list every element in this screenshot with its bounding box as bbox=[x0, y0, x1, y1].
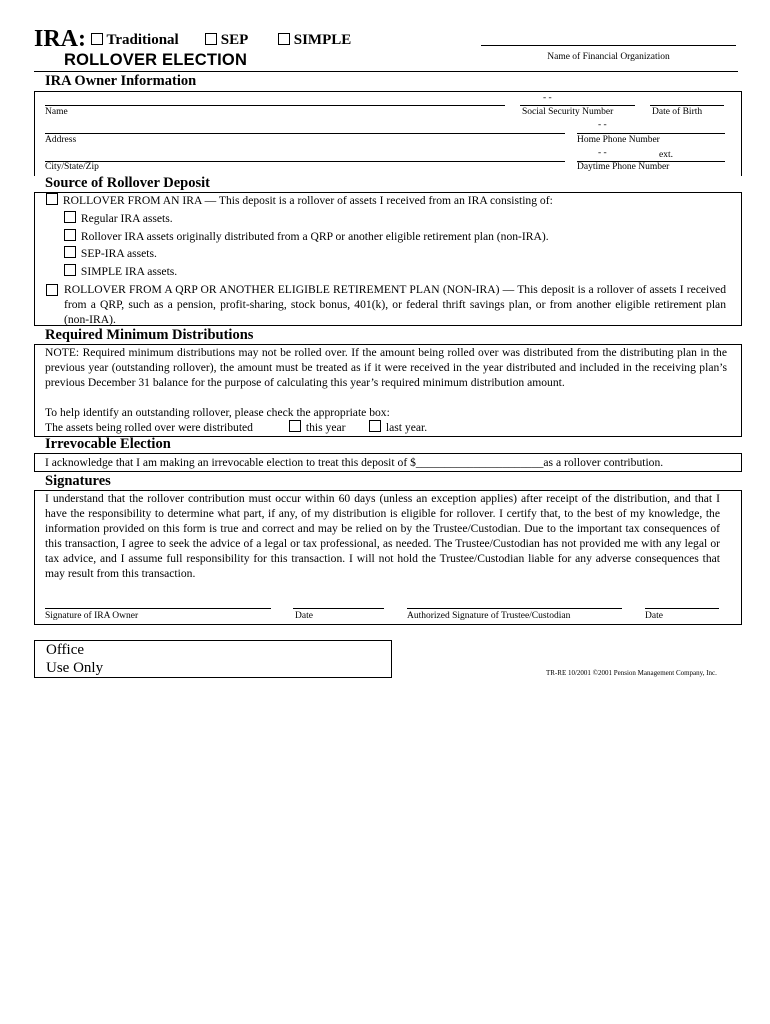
day-phone-separators: - - bbox=[598, 148, 607, 158]
ssn-field[interactable] bbox=[520, 105, 635, 106]
checkbox[interactable] bbox=[64, 264, 76, 276]
rmd-help-text: To help identify an outstanding rollover, please check the appropriate box: bbox=[45, 406, 390, 419]
checkbox[interactable] bbox=[91, 33, 103, 45]
office-use-line2: Use Only bbox=[46, 660, 104, 676]
ssn-label: Social Security Number bbox=[522, 107, 614, 117]
irrevocable-text bbox=[45, 455, 663, 470]
signatures-section-heading: Signatures bbox=[45, 473, 111, 489]
home-phone-separators: - - bbox=[598, 120, 607, 130]
name-label: Name bbox=[45, 107, 68, 117]
day-phone-label: Daytime Phone Number bbox=[577, 162, 670, 172]
distributed-this-year-option[interactable] bbox=[289, 420, 346, 435]
checkbox[interactable] bbox=[64, 229, 76, 241]
irrevocable-suffix: as a rollover contribution. bbox=[543, 456, 664, 469]
checkbox[interactable] bbox=[278, 33, 290, 45]
checkbox[interactable] bbox=[64, 211, 76, 223]
address-field[interactable] bbox=[45, 133, 565, 134]
ssn-separators: - - bbox=[543, 93, 552, 103]
owner-signature-field[interactable] bbox=[45, 608, 271, 609]
rollover-amount-field[interactable]: ______________________ bbox=[415, 456, 544, 469]
form-footer: TR-RE 10/2001 ©2001 Pension Management Company, Inc. bbox=[546, 669, 717, 677]
option-text: this year bbox=[305, 421, 346, 434]
option-text: SEP-IRA assets. bbox=[80, 247, 157, 260]
sub-option-simple-ira[interactable] bbox=[64, 264, 177, 279]
sub-option-regular[interactable] bbox=[64, 211, 173, 226]
signatures-statement: I understand that the rollover contribution must occur within 60 days (unless an exception applies) after receipt of the distribution, and that I have the responsibility to determine what part, if any, of my distribution is eligible for rollover. I certify that, to the best of my knowledge, the information provided on this form is true and correct and may be relied on by the Trustee/Custodian. Due to the important tax consequences of this transaction, I agree to seek the advice of a legal or tax professional, as needed. The Trustee/Custodian has not provided me with any legal or tax advice, and I assume full responsibility for this transaction. I will not hold the Trustee/Custodian liable for any adverse consequences that may result from this transaction. bbox=[45, 492, 720, 580]
distributed-last-year-option[interactable] bbox=[369, 420, 427, 435]
irrevocable-section-heading: Irrevocable Election bbox=[45, 436, 171, 452]
source-section-heading: Source of Rollover Deposit bbox=[45, 175, 210, 191]
ira-type-simple[interactable] bbox=[278, 32, 351, 49]
rmd-distributed-label: The assets being rolled over were distributed bbox=[45, 421, 253, 434]
rmd-note: NOTE: Required minimum distributions may not be rolled over. If the amount being rolled over was distributed from the distributing plan in the previous year (outstanding rollover), the amount must be treated as if it were received in the year distributed and included in the receiving plan’s previous December 31 balance for the purpose of calculating this year’s required minimum distribution amount. bbox=[45, 346, 727, 389]
form-title: ROLLOVER ELECTION bbox=[64, 51, 248, 69]
checkbox[interactable] bbox=[46, 193, 58, 205]
sub-option-rollover-ira[interactable] bbox=[64, 229, 549, 244]
header-rule bbox=[34, 71, 738, 72]
owner-signature-label: Signature of IRA Owner bbox=[45, 611, 139, 621]
dob-label: Date of Birth bbox=[652, 107, 703, 117]
checkbox[interactable] bbox=[289, 420, 301, 432]
checkbox[interactable] bbox=[369, 420, 381, 432]
trustee-signature-label: Authorized Signature of Trustee/Custodian bbox=[407, 611, 571, 621]
option-label: SEP bbox=[220, 32, 249, 48]
trustee-signature-field[interactable] bbox=[407, 608, 622, 609]
city-state-zip-label: City/State/Zip bbox=[45, 162, 99, 172]
option-label: Traditional bbox=[106, 32, 179, 48]
ext-label: ext. bbox=[659, 150, 673, 160]
ira-label: IRA: bbox=[34, 26, 86, 52]
rollover-from-qrp-checkbox[interactable] bbox=[46, 284, 58, 296]
option-text: ROLLOVER FROM AN IRA — This deposit is a rollover of assets I received from an IRA consisting of: bbox=[62, 194, 553, 207]
option-text: Regular IRA assets. bbox=[80, 212, 173, 225]
rollover-from-ira-option[interactable] bbox=[46, 193, 553, 208]
option-text: Rollover IRA assets originally distributed from a QRP or another eligible retirement plan (non-IRA). bbox=[80, 230, 549, 243]
home-phone-label: Home Phone Number bbox=[577, 135, 660, 145]
trustee-date-field[interactable] bbox=[645, 608, 719, 609]
option-text: SIMPLE IRA assets. bbox=[80, 265, 178, 278]
sub-option-sep-ira[interactable] bbox=[64, 246, 157, 261]
rmd-section-heading: Required Minimum Distributions bbox=[45, 327, 254, 343]
financial-org-label: Name of Financial Organization bbox=[547, 52, 670, 62]
home-phone-field[interactable] bbox=[577, 133, 725, 134]
city-state-zip-field[interactable] bbox=[45, 161, 565, 162]
ira-type-traditional[interactable] bbox=[91, 32, 179, 49]
name-field[interactable] bbox=[45, 105, 505, 106]
owner-date-label: Date bbox=[295, 611, 313, 621]
rollover-from-qrp-text: ROLLOVER FROM A QRP OR ANOTHER ELIGIBLE RETIREMENT PLAN (NON-IRA) — This deposit is a rollover of assets I received from a QRP, such as a pension, profit-sharing, stock bonus, 401(k), or federal thrift savings plan, or from another eligible retirement plan (non-IRA). bbox=[64, 283, 726, 326]
checkbox[interactable] bbox=[64, 246, 76, 258]
option-label: SIMPLE bbox=[293, 32, 352, 48]
ira-type-sep[interactable] bbox=[205, 32, 248, 49]
trustee-date-label: Date bbox=[645, 611, 663, 621]
financial-org-field[interactable] bbox=[481, 45, 736, 46]
owner-section-heading: IRA Owner Information bbox=[45, 73, 197, 89]
address-label: Address bbox=[45, 135, 77, 145]
checkbox[interactable] bbox=[205, 33, 217, 45]
irrevocable-statement: I acknowledge that I am making an irrevocable election to treat this deposit of $ bbox=[45, 456, 416, 469]
dob-field[interactable] bbox=[650, 105, 724, 106]
option-text: last year. bbox=[385, 421, 428, 434]
owner-date-field[interactable] bbox=[293, 608, 384, 609]
office-use-line1: Office bbox=[46, 642, 85, 658]
